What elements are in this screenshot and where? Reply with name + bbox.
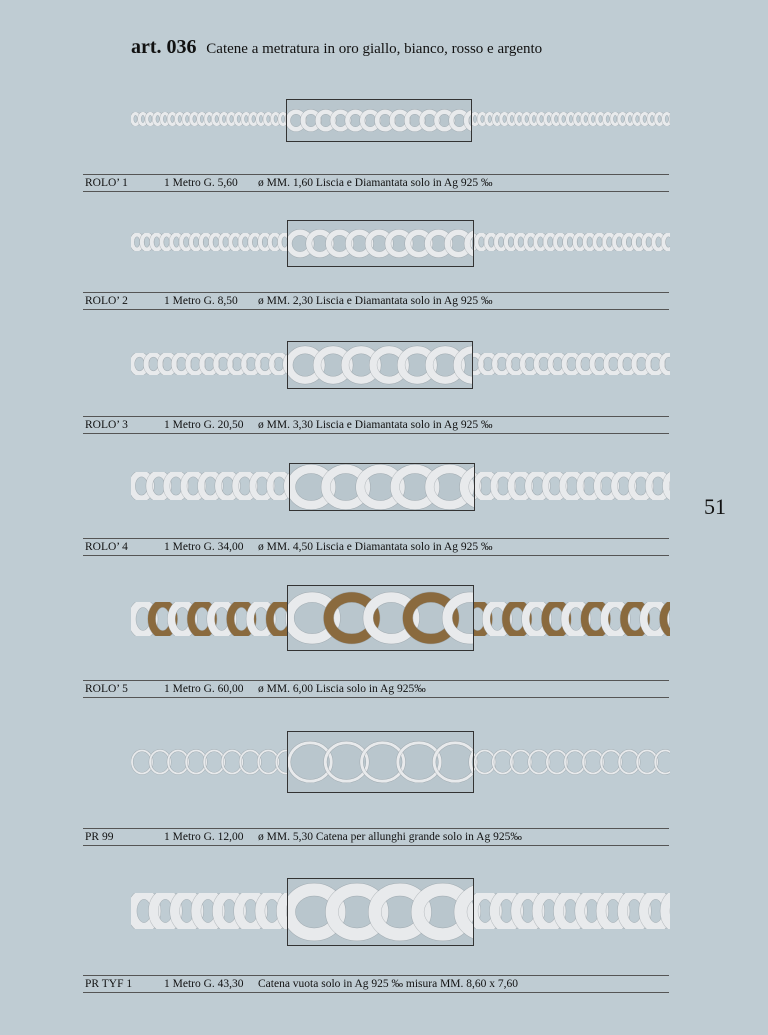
zoom-detail-frame — [286, 99, 472, 142]
product-code: ROLO’ 2 — [85, 295, 128, 307]
product-length-weight: 1 Metro G. 8,50 — [164, 295, 238, 307]
product-details: ø MM. 3,30 Liscia e Diamantata solo in Ag 925 ‰ — [258, 419, 493, 431]
product-spec-line — [83, 975, 669, 993]
product-spec-line — [83, 174, 669, 192]
product-details: ø MM. 5,30 Catena per allunghi grande solo in Ag 925‰ — [258, 831, 522, 843]
product-code: PR TYF 1 — [85, 978, 133, 990]
product-length-weight: 1 Metro G. 43,30 — [164, 978, 244, 990]
product-spec-line — [83, 416, 669, 434]
product-length-weight: 1 Metro G. 60,00 — [164, 683, 244, 695]
article-number: art. 036 — [131, 36, 197, 58]
product-code: ROLO’ 3 — [85, 419, 128, 431]
zoom-detail-frame — [289, 463, 475, 511]
product-spec-line — [83, 292, 669, 310]
page-number: 51 — [704, 494, 726, 519]
catalog-subtitle: Catene a metratura in oro giallo, bianco, rosso e argento — [206, 41, 543, 57]
product-length-weight: 1 Metro G. 12,00 — [164, 831, 244, 843]
product-length-weight: 1 Metro G. 5,60 — [164, 177, 238, 189]
zoom-detail-frame — [287, 585, 474, 651]
zoom-detail-frame — [287, 731, 474, 793]
product-details: Catena vuota solo in Ag 925 ‰ misura MM. 8,60 x 7,60 — [258, 978, 519, 990]
product-details: ø MM. 2,30 Liscia e Diamantata solo in Ag 925 ‰ — [258, 295, 493, 307]
zoom-detail-frame — [287, 878, 474, 946]
product-details: ø MM. 4,50 Liscia e Diamantata solo in Ag 925 ‰ — [258, 541, 493, 553]
product-code: ROLO’ 5 — [85, 683, 128, 695]
product-spec-line — [83, 828, 669, 846]
product-spec-line — [83, 538, 669, 556]
product-code: ROLO’ 4 — [85, 541, 128, 553]
product-code: PR 99 — [85, 831, 114, 843]
product-details: ø MM. 6,00 Liscia solo in Ag 925‰ — [258, 683, 426, 695]
product-code: ROLO’ 1 — [85, 177, 128, 189]
product-spec-line — [83, 680, 669, 698]
product-length-weight: 1 Metro G. 34,00 — [164, 541, 244, 553]
page-header — [131, 36, 542, 59]
zoom-detail-frame — [287, 220, 474, 267]
product-length-weight: 1 Metro G. 20,50 — [164, 419, 244, 431]
product-details: ø MM. 1,60 Liscia e Diamantata solo in Ag 925 ‰ — [258, 177, 493, 189]
zoom-detail-frame — [287, 341, 473, 389]
